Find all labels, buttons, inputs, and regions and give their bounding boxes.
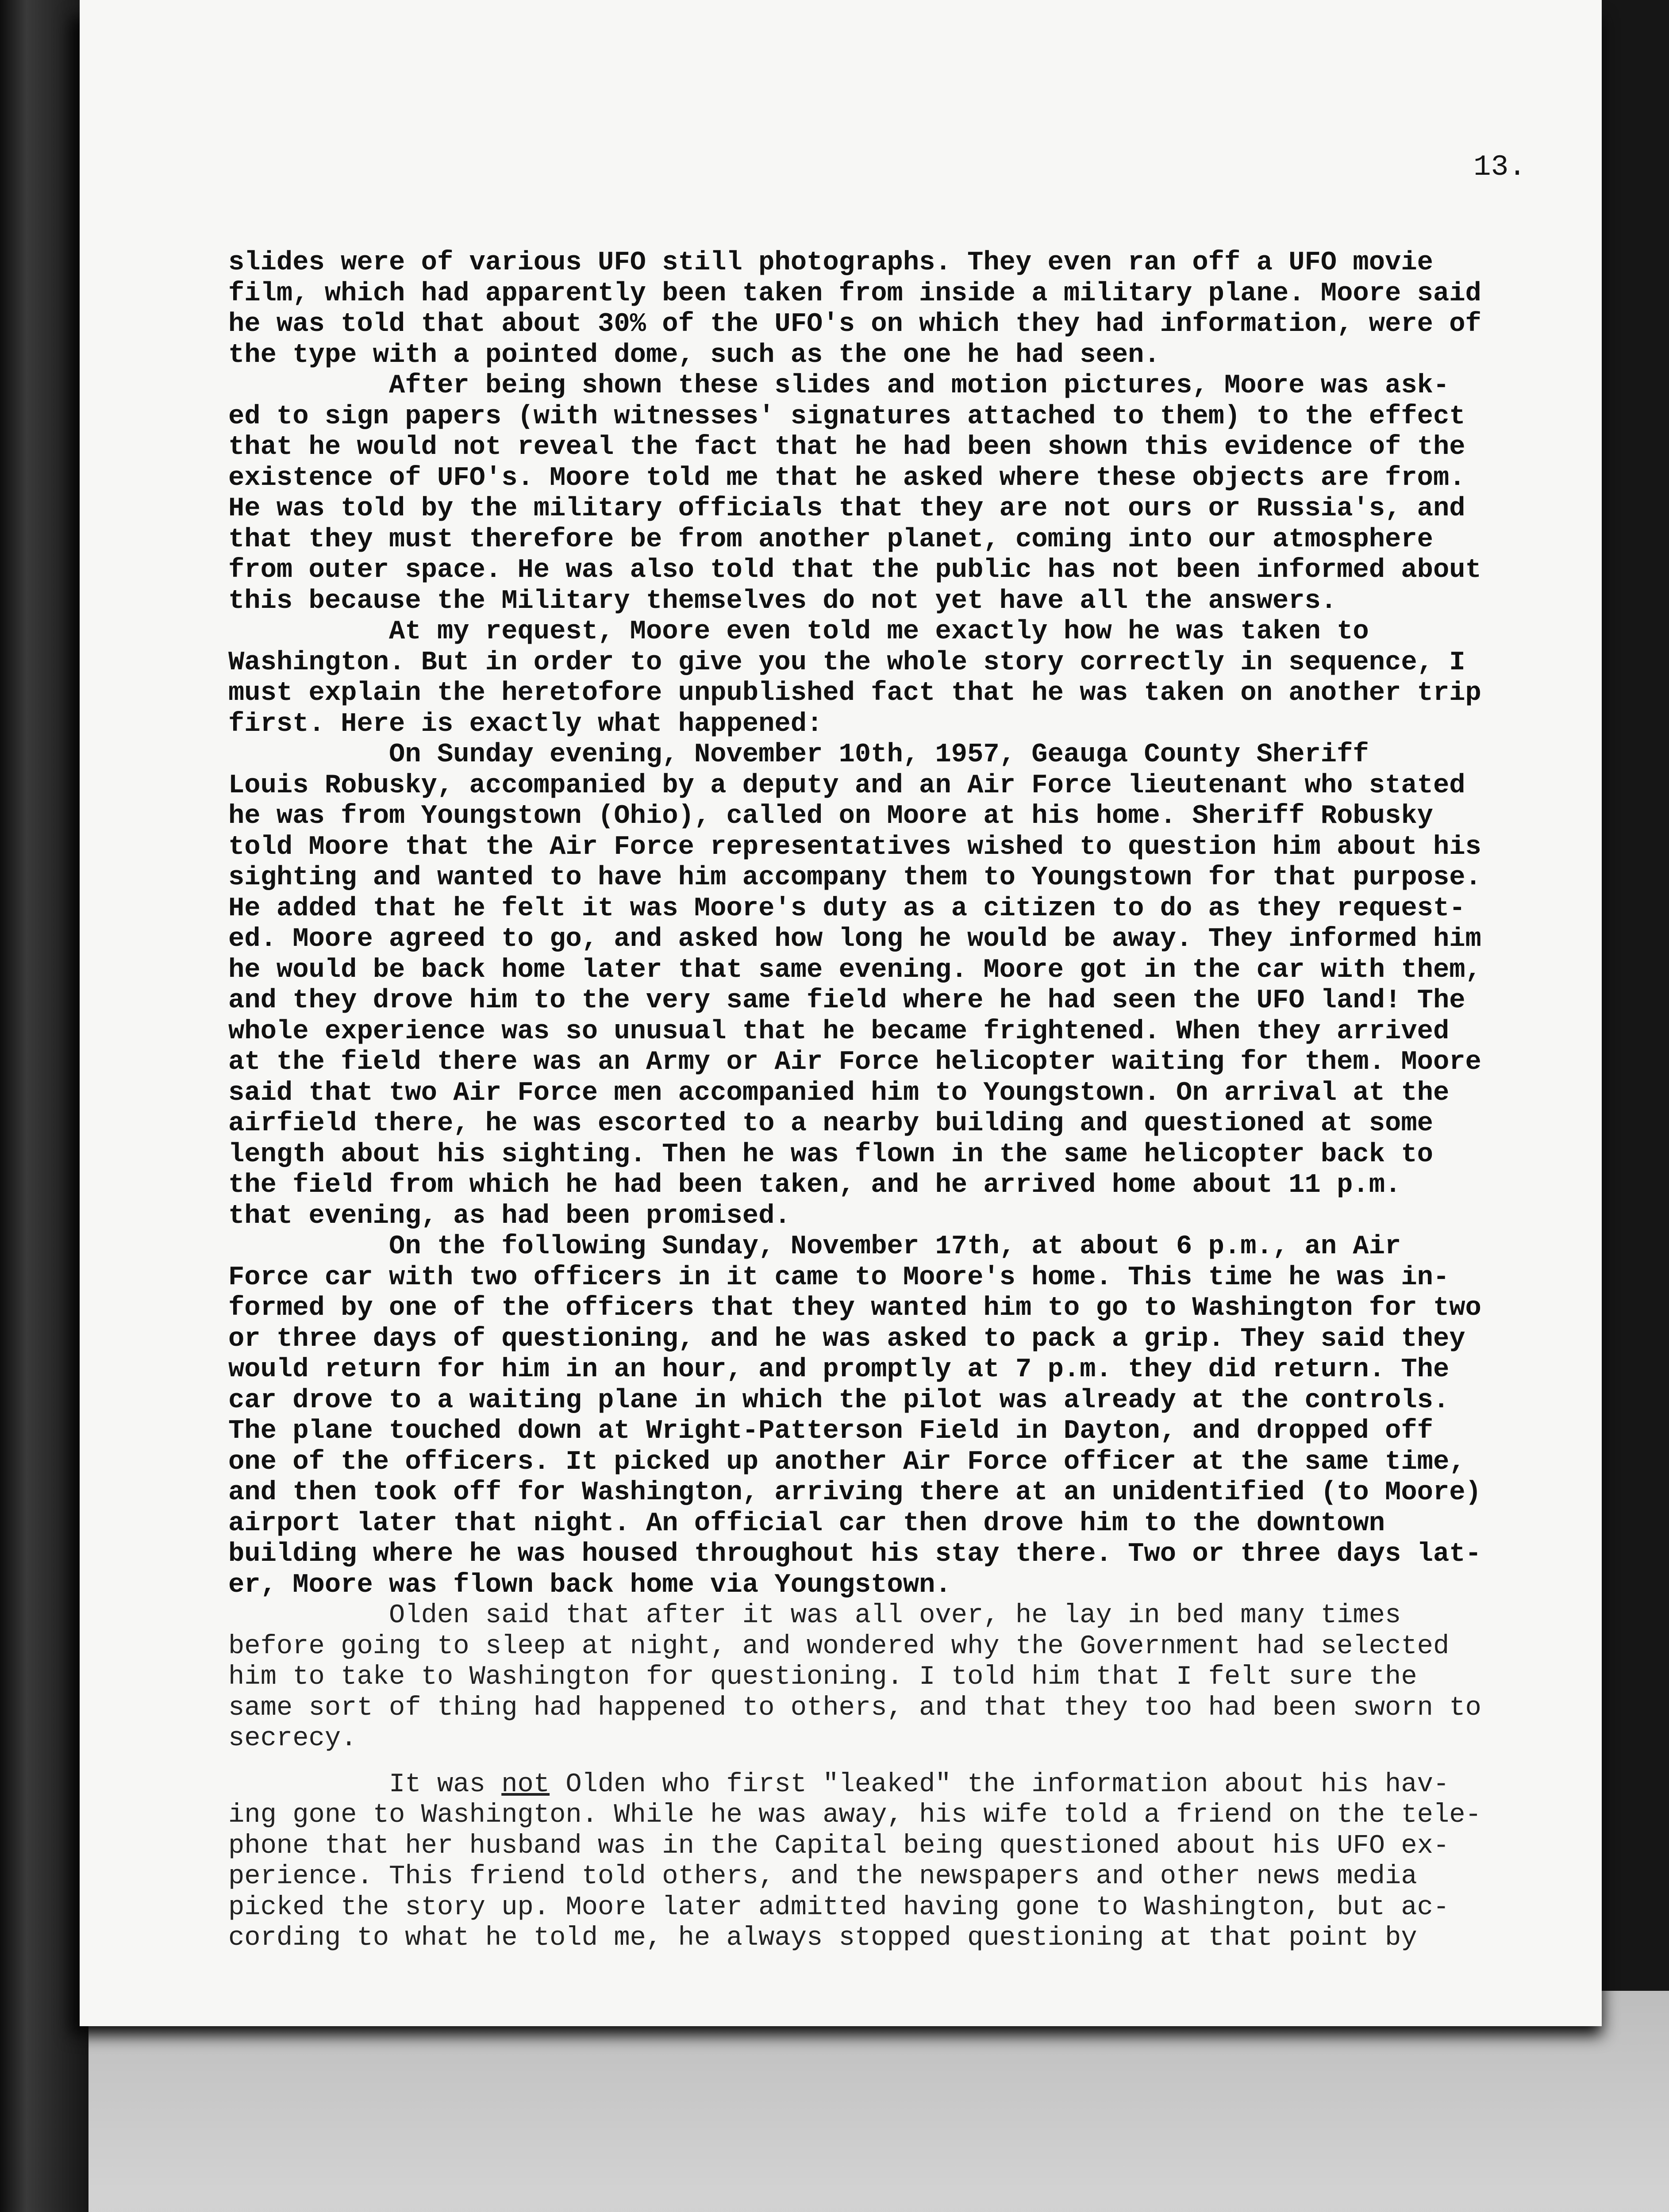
text-line: first. Here is exactly what happened: xyxy=(228,709,823,739)
text-line: that evening, as had been promised. xyxy=(228,1201,791,1231)
text-line: perience. This friend told others, and the newspapers and other news media xyxy=(228,1862,1417,1892)
text-line: Washington. But in order to give you the whole story correctly in sequence, I xyxy=(228,647,1465,678)
text-line: at the field there was an Army or Air Force helicopter waiting for them. Moore xyxy=(228,1047,1481,1077)
text-line: one of the officers. It picked up another Air Force officer at the same time, xyxy=(228,1447,1465,1477)
text-line: and they drove him to the very same field where he had seen the UFO land! The xyxy=(228,986,1465,1016)
text-line: the field from which he had been taken, and he arrived home about 11 p.m. xyxy=(228,1170,1401,1200)
text-line: On the following Sunday, November 17th, at about 6 p.m., an Air xyxy=(228,1232,1401,1262)
text-line: ed. Moore agreed to go, and asked how long he would be away. They informed him xyxy=(228,924,1481,954)
text-line: he was from Youngstown (Ohio), called on Moore at his home. Sheriff Robusky xyxy=(228,801,1433,831)
text-segment: Olden who first "leaked" the information about his hav- xyxy=(550,1769,1450,1800)
text-line xyxy=(228,1770,1556,1801)
document-page xyxy=(80,0,1602,2026)
text-line: formed by one of the officers that they wanted him to go to Washington for two xyxy=(228,1293,1481,1323)
paragraph-spacer xyxy=(228,1755,1556,1770)
text-line: this because the Military themselves do not yet have all the answers. xyxy=(228,586,1337,616)
page-number: 13. xyxy=(1473,150,1526,184)
text-line: phone that her husband was in the Capital being questioned about his UFO ex- xyxy=(228,1831,1450,1861)
text-line: sighting and wanted to have him accompany them to Youngstown for that purpose. xyxy=(228,863,1481,893)
text-line: and then took off for Washington, arriving there at an unidentified (to Moore) xyxy=(228,1478,1481,1508)
text-line: He was told by the military officials that they are not ours or Russia's, and xyxy=(228,494,1465,524)
text-line: secrecy. xyxy=(228,1724,357,1754)
text-line: Force car with two officers in it came to Moore's home. This time he was in- xyxy=(228,1262,1450,1293)
text-line: told Moore that the Air Force representatives wished to question him about his xyxy=(228,832,1481,862)
text-line: ed to sign papers (with witnesses' signatures attached to them) to the effect xyxy=(228,401,1465,432)
text-line: ing gone to Washington. While he was away, his wife told a friend on the tele- xyxy=(228,1800,1481,1830)
text-line: At my request, Moore even told me exactly how he was taken to xyxy=(228,617,1369,647)
text-line: slides were of various UFO still photographs. They even ran off a UFO movie xyxy=(228,248,1433,278)
text-line: that they must therefore be from another planet, coming into our atmosphere xyxy=(228,524,1433,555)
text-line: He added that he felt it was Moore's duty as a citizen to do as they request- xyxy=(228,893,1465,924)
text-line: that he would not reveal the fact that he had been shown this evidence of the xyxy=(228,432,1465,462)
text-line: film, which had apparently been taken from inside a military plane. Moore said xyxy=(228,278,1481,309)
text-line: Louis Robusky, accompanied by a deputy and an Air Force lieutenant who stated xyxy=(228,770,1465,801)
text-line: length about his sighting. Then he was flown in the same helicopter back to xyxy=(228,1139,1433,1170)
underlined-word: not xyxy=(501,1769,550,1800)
text-line: er, Moore was flown back home via Youngstown. xyxy=(228,1570,951,1600)
text-line: After being shown these slides and motion pictures, Moore was ask- xyxy=(228,371,1450,401)
text-line: airfield there, he was escorted to a nearby building and questioned at some xyxy=(228,1109,1433,1139)
text-line: the type with a pointed dome, such as the one he had seen. xyxy=(228,340,1160,370)
text-line: must explain the heretofore unpublished fact that he was taken on another trip xyxy=(228,678,1481,708)
document-body xyxy=(228,248,1556,1954)
text-line: him to take to Washington for questioning. I told him that I felt sure the xyxy=(228,1662,1417,1692)
text-line: before going to sleep at night, and wondered why the Government had selected xyxy=(228,1631,1450,1662)
text-line: existence of UFO's. Moore told me that he asked where these objects are from. xyxy=(228,463,1465,493)
text-line: The plane touched down at Wright-Patterson Field in Dayton, and dropped off xyxy=(228,1416,1433,1446)
text-segment: It was xyxy=(228,1769,502,1800)
text-line: cording to what he told me, he always stopped questioning at that point by xyxy=(228,1923,1417,1953)
text-line: he would be back home later that same evening. Moore got in the car with them, xyxy=(228,955,1481,985)
text-line: would return for him in an hour, and promptly at 7 p.m. they did return. The xyxy=(228,1355,1450,1385)
text-line: from outer space. He was also told that the public has not been informed about xyxy=(228,555,1481,585)
text-line: whole experience was so unusual that he became frightened. When they arrived xyxy=(228,1016,1450,1047)
text-line: airport later that night. An official car then drove him to the downtown xyxy=(228,1508,1385,1539)
text-line: said that two Air Force men accompanied him to Youngstown. On arrival at the xyxy=(228,1078,1450,1108)
text-line: Olden said that after it was all over, he lay in bed many times xyxy=(228,1601,1401,1631)
text-line: or three days of questioning, and he was asked to pack a grip. They said they xyxy=(228,1324,1465,1354)
text-line: On Sunday evening, November 10th, 1957, Geauga County Sheriff xyxy=(228,740,1369,770)
text-line: building where he was housed throughout his stay there. Two or three days lat- xyxy=(228,1539,1481,1569)
text-line: picked the story up. Moore later admitted having gone to Washington, but ac- xyxy=(228,1892,1450,1923)
text-line: he was told that about 30% of the UFO's on which they had information, were of xyxy=(228,309,1481,339)
text-line: car drove to a waiting plane in which the pilot was already at the controls. xyxy=(228,1385,1450,1416)
text-line: same sort of thing had happened to others, and that they too had been sworn to xyxy=(228,1693,1481,1723)
